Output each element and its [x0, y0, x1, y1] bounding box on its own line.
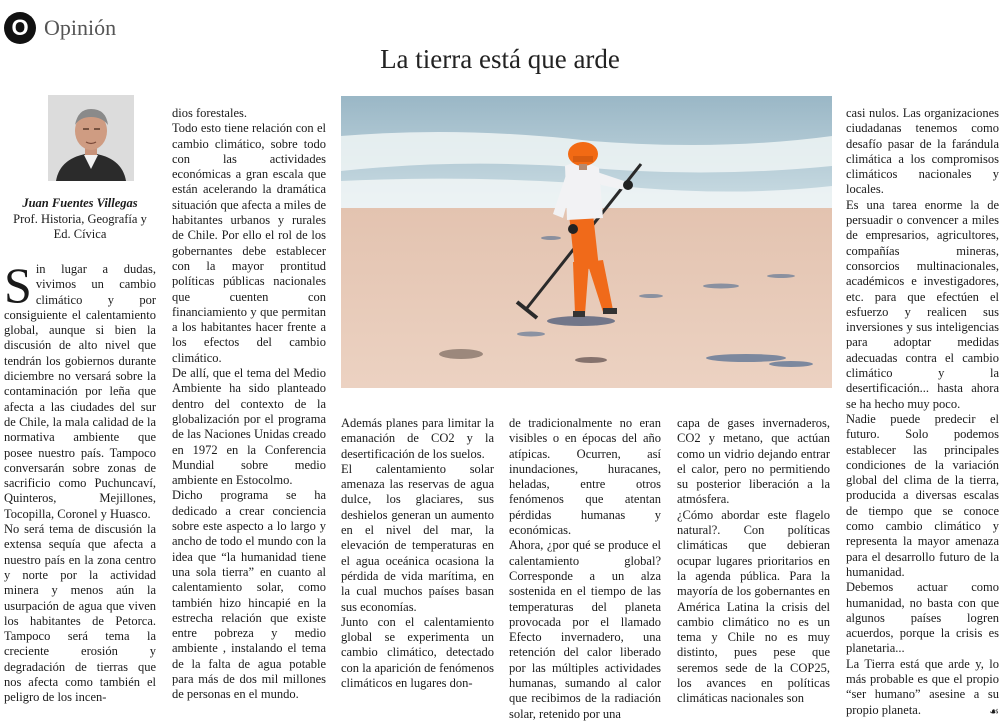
author-title-line2: Ed. Cívica	[53, 227, 107, 241]
author-title-line1: Prof. Historia, Geografía y	[13, 211, 147, 226]
paragraph: Además planes para limitar la emanación de CO2 y la desertificación de los suelos.	[341, 416, 494, 461]
author-portrait-illustration	[48, 95, 134, 181]
paragraph: Nadie puede predecir el futuro. Solo podemos establecer las principales condiciones de la variación global del clima de la tierra, producida a diversas escalas de tiempo que se conoce como cambio climático y representa la mayor amenaza para el desarrollo futuro de la humanidad.	[846, 411, 999, 579]
article-column-2	[172, 106, 326, 703]
paragraph-text: La Tierra está que arde y, lo más probable es que el propio “ser humano” asesine a su propio planeta.	[846, 656, 999, 717]
paragraph: ¿Cómo abordar este flagelo natural?. Con políticas climáticas que debieran ocupar lugares prioritarios en la agenda pública. Para la mayoría de los gobernantes en América Latina la crisis del cambio climático no es un tema y Chile no es muy distinto, pues pese que seremos sede de la COP25, los avances en políticas climáticas nacionales son	[677, 507, 830, 706]
drop-cap: S	[4, 257, 32, 313]
end-mark-icon: ☙	[989, 704, 999, 718]
paragraph	[4, 257, 156, 522]
section-logo: O	[4, 12, 36, 44]
section-header	[4, 8, 116, 48]
paragraph: Ahora, ¿por qué se produce el calentamiento global? Corresponde a un alza sostenida en el tiempo de las temperaturas del planeta provocada por el llamado Efecto invernadero, una retención del calor liberado por las múltiples actividades humanas, sumando al calor que recibimos de la radiación solar, retenido por una	[509, 538, 661, 721]
paragraph: Dicho programa se ha dedicado a crear conciencia sobre este aspecto a lo largo y ancho de todo el mundo con la idea que “la humanidad tiene una sola tierra” en cuanto al calentamiento solar, como también hizo hincapié en la estrecha relación que existe entre pobreza y medio ambiente , instalando el tema de la falta de agua potable para más de dos mil millones de personas en el mundo.	[172, 488, 326, 702]
article-column-6	[846, 106, 999, 719]
paragraph: casi nulos. Las organizaciones ciudadanas tenemos como desafío pasar de la farándula climática a los compromisos climáticos nacionales y locales.	[846, 106, 999, 197]
section-name: Opinión	[44, 15, 117, 40]
paragraph-text: in lugar a dudas, vivimos un cambio climático y por consiguiente el calentamiento global, aunque si bien la discusión de alto nivel que tendrán los gobiernos durante diciembre no versará sobre la contaminación por leña que afecta a las ciudades del sur de Chile, la mala calidad de la normativa ambiente que posee nuestro país. Tampoco conversarán sobre zonas de sacrificio como Puchuncaví, Quinteros, Mejillones, Tocopilla, Coronel y Huasco.	[4, 262, 156, 521]
article-headline: La tierra está que arde	[380, 44, 620, 74]
article-column-1	[4, 257, 156, 706]
article-column-5	[677, 416, 830, 707]
paragraph: de tradicionalmente no eran visibles o en épocas del año atípicas. Ocurren, así inundaciones, huracanes, heladas, entre otros fenómenos que atentan pérdidas humanas y económicas.	[509, 416, 661, 538]
paragraph: Todo esto tiene relación con el cambio climático, sobre todo con las actividades económicas a gran escala que están acelerando la dramática situación que afecta a miles de habitantes urbanos y rurales de Chile. Por ello el rol de los gobernantes debe establecer con la mayor prontitud políticas públicas nacionales que cuenten con financiamiento y que permitan a los habitantes hacer frente a los efectos del cambio climático.	[172, 121, 326, 365]
article-column-3	[341, 416, 494, 691]
paragraph: Es una tarea enorme la de persuadir o convencer a miles de empresarios, agricultores, compañías mineras, consorcios multinacionales, académicos e investigadores, etc. para que efectúen el esfuerzo y realicen sus inversiones y sus inteligencias para adoptar medidas adecuadas contra el cambio climático y la desertificación... hasta ahora se ha hecho muy poco.	[846, 197, 999, 411]
main-photo	[341, 96, 832, 388]
author-name: Juan Fuentes Villegas	[22, 196, 138, 210]
beach-worker-photo-illustration	[341, 96, 832, 388]
author-byline	[4, 196, 156, 243]
paragraph	[846, 657, 999, 718]
author-photo	[48, 95, 134, 181]
paragraph: Debemos actuar como humanidad, no basta con que algunos países logren acuerdos, porque la crisis es planetaria...	[846, 580, 999, 656]
paragraph: No será tema de discusión la extensa sequía que afecta a nuestro país en la zona centro y norte por la actividad minera y menos aún la usurpación de agua que viven los habitantes de Petorca. Tampoco será tema la creciente erosión y degradación de tierras que nos afecta como también el peligro de los incen-	[4, 522, 156, 705]
paragraph: Junto con el calentamiento global se experimenta un cambio climático, detectado con la aparición de fenómenos climáticos en lugares don-	[341, 614, 494, 691]
paragraph: El calentamiento solar amenaza las reservas de agua dulce, los glaciares, sus deshielos generan un aumento en el nivel del mar, la elevación de temperaturas en el agua oceánica ocasiona la pérdida de vida marítima, en la cual muchos países basan sus economías.	[341, 461, 494, 614]
paragraph: dios forestales.	[172, 106, 247, 120]
paragraph: capa de gases invernaderos, CO2 y metano, que actúan como un vidrio dejando entrar el calor, pero no permitiendo su posterior liberación a la atmósfera.	[677, 416, 830, 507]
article-column-4	[509, 416, 661, 722]
paragraph: De allí, que el tema del Medio Ambiente ha sido planteado dentro del contexto de la globalización por el programa de las Naciones Unidas creado en 1972 en la Conferencia Mundial sobre medio ambiente en Estocolmo.	[172, 366, 326, 488]
